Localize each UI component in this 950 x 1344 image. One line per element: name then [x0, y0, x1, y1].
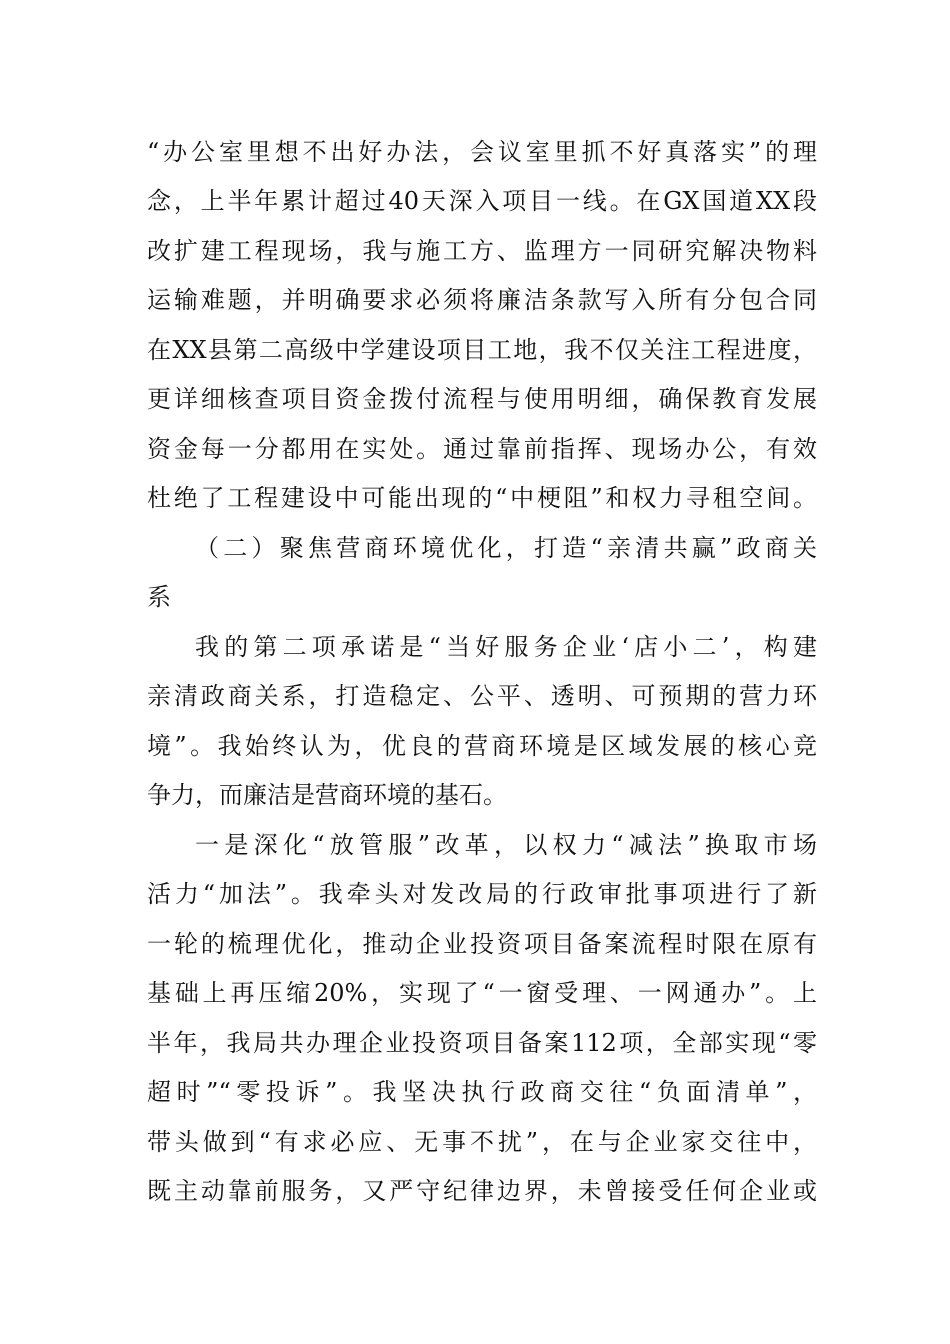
body-text-line: 杜绝了工程建设中可能出现的“中梗阻”和权力寻租空间。 — [147, 484, 817, 512]
body-text-line: 超时”“零投诉”。我坚决执行政商交往“负面清单”， — [147, 1078, 817, 1106]
section-heading-continued: 系 — [147, 583, 171, 611]
body-text-line: 一轮的梳理优化，推动企业投资项目备案流程时限在原有 — [147, 930, 817, 958]
section-heading: （二）聚焦营商环境优化，打造“亲清共赢”政商关 — [195, 534, 817, 562]
body-text-line: 境”。我始终认为，优良的营商环境是区域发展的核心竞 — [147, 732, 817, 760]
body-text-line: 运输难题，并明确要求必须将廉洁条款写入所有分包合同 — [147, 286, 817, 314]
body-text-line: 念，上半年累计超过40天深入项目一线。在GX国道XX段 — [147, 187, 817, 215]
body-text-line: 更详细核查项目资金拨付流程与使用明细，确保教育发展 — [147, 385, 817, 413]
body-text-line: 争力，而廉洁是营商环境的基石。 — [147, 781, 507, 809]
body-text-line: 半年，我局共办理企业投资项目备案112项，全部实现“零 — [147, 1029, 817, 1057]
paragraph-first-line: 我的第二项承诺是“当好服务企业‘店小二’，构建 — [195, 633, 817, 661]
paragraph-first-line: 一是深化“放管服”改革，以权力“减法”换取市场 — [195, 831, 817, 859]
body-text-line: 在XX县第二高级中学建设项目工地，我不仅关注工程进度， — [147, 336, 817, 364]
body-text-line: 改扩建工程现场，我与施工方、监理方一同研究解决物料 — [147, 237, 817, 265]
body-text-line: 资金每一分都用在实处。通过靠前指挥、现场办公，有效 — [147, 435, 817, 463]
body-text-line: 活力“加法”。我牵头对发改局的行政审批事项进行了新 — [147, 880, 817, 908]
body-text-line: “办公室里想不出好办法，会议室里抓不好真落实”的理 — [147, 138, 817, 166]
body-text-line: 带头做到“有求必应、无事不扰”，在与企业家交往中， — [147, 1128, 817, 1156]
body-text-line: 亲清政商关系，打造稳定、公平、透明、可预期的营力环 — [147, 682, 817, 710]
body-text-line: 既主动靠前服务，又严守纪律边界，未曾接受任何企业或 — [147, 1177, 817, 1205]
body-text-line: 基础上再压缩20%，实现了“一窗受理、一网通办”。上 — [147, 979, 817, 1007]
